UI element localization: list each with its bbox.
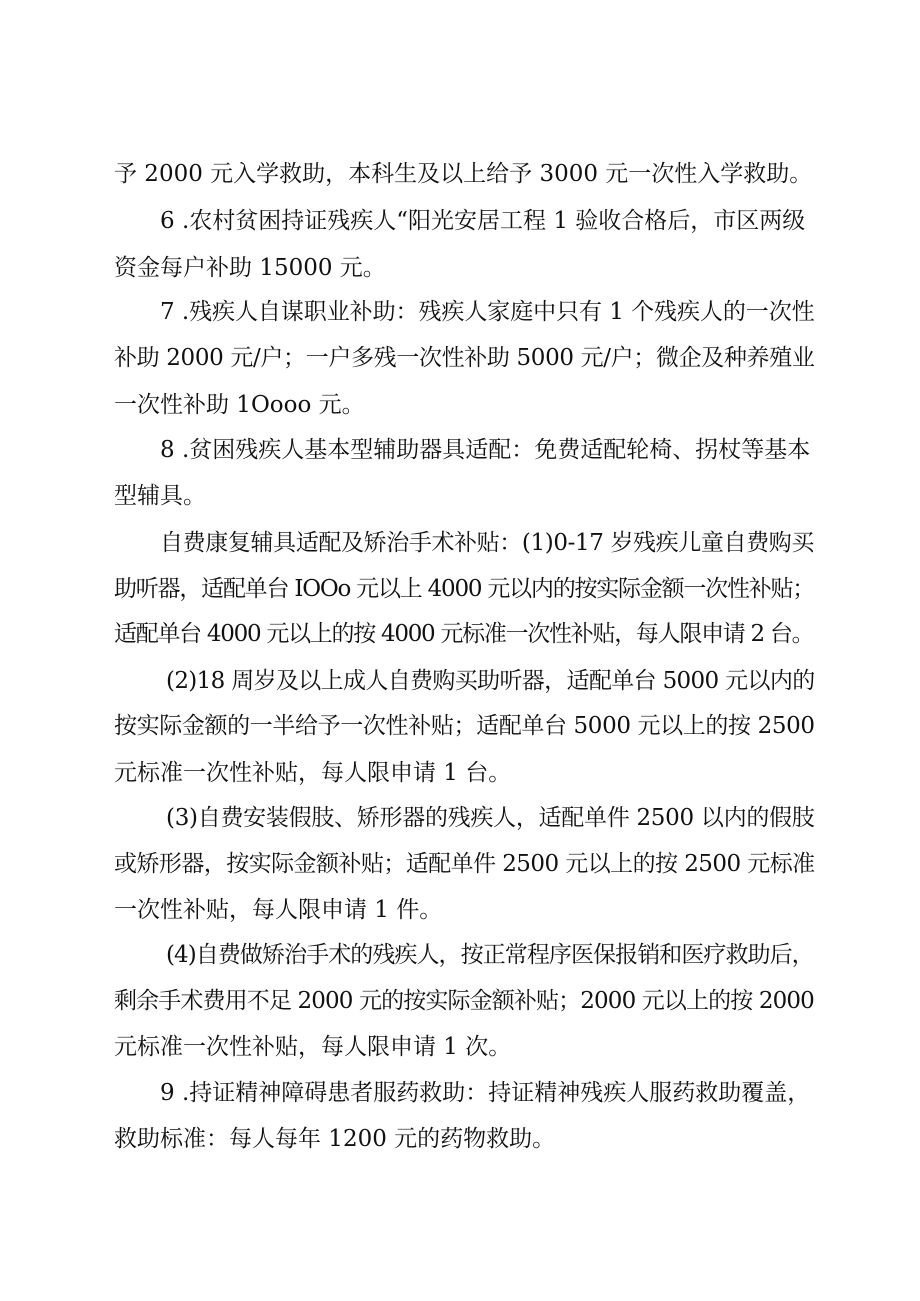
text-line: (3)自费安装假肢、矫形器的残疾人，适配单件 2500 以内的假肢	[166, 805, 815, 831]
text-line: 一次性补助 1Oooo 元。	[114, 392, 365, 418]
text-line: 一次性补贴，每人限申请 1 件。	[114, 897, 443, 923]
text-line: (4)自费做矫治手术的残疾人，按正常程序医保报销和医疗救助后，	[166, 942, 814, 968]
text-line: 元标准一次性补贴，每人限申请 1 台。	[114, 760, 512, 786]
text-line: 资金每户补助 15000 元。	[114, 255, 386, 281]
text-line: 按实际金额的一半给予一次性补贴；适配单台 5000 元以上的按 2500	[114, 713, 815, 739]
text-line: 自费康复辅具适配及矫治手术补贴：(1)0-17 岁残疾儿童自费购买	[160, 530, 815, 556]
text-line: 8 .贫困残疾人基本型辅助器具适配：免费适配轮椅、拐杖等基本	[160, 437, 811, 463]
text-line: 助听器，适配单台 IOOo 元以上 4000 元以内的按实际金额一次性补贴；	[114, 576, 815, 602]
text-line: 元标准一次性补贴，每人限申请 1 次。	[114, 1034, 512, 1060]
text-line: 救助标准：每人每年 1200 元的药物救助。	[114, 1126, 556, 1152]
text-line: (2)18 周岁及以上成人自费购买助听器，适配单台 5000 元以内的	[166, 668, 815, 694]
text-line: 6 .农村贫困持证残疾人“阳光安居工程 1 验收合格后，市区两级	[160, 208, 806, 234]
text-line: 剩余手术费用不足 2000 元的按实际金额补贴；2000 元以上的按 2000	[114, 988, 814, 1014]
text-line: 7 .残疾人自谋职业补助：残疾人家庭中只有 1 个残疾人的一次性	[160, 299, 815, 325]
text-line: 型辅具。	[114, 483, 206, 509]
text-line: 予 2000 元入学救助，本科生及以上给予 3000 元一次性入学救助。	[114, 161, 813, 187]
text-line: 适配单台 4000 元以上的按 4000 元标准一次性补贴，每人限申请 2 台。	[114, 621, 814, 647]
text-line: 9 .持证精神障碍患者服药救助：持证精神残疾人服药救助覆盖，	[160, 1080, 811, 1106]
text-line: 或矫形器，按实际金额补贴；适配单件 2500 元以上的按 2500 元标准	[114, 851, 815, 877]
text-line: 补助 2000 元/户；一户多残一次性补助 5000 元/户；微企及种养殖业	[114, 345, 815, 371]
